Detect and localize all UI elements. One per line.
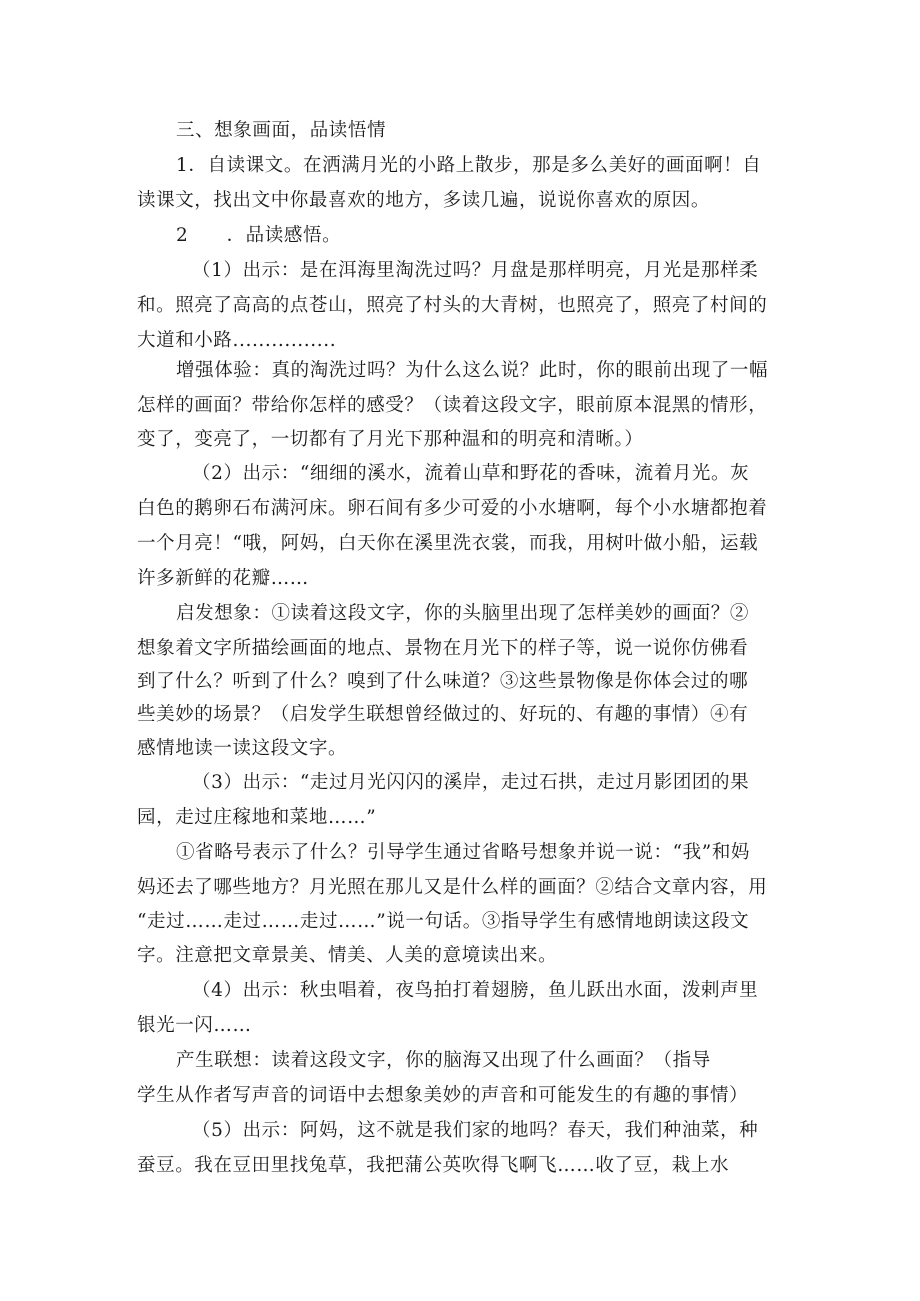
paragraph-line: 感情地读一读这段文字。 — [137, 738, 348, 759]
paragraph-line: 白色的鹅卵石布满河床。卵石间有多少可爱的小水塘啊，每个小水塘都抱着 — [137, 498, 768, 519]
paragraph-line: 园，走过庄稼地和菜地……” — [137, 807, 377, 828]
paragraph-line: （3）出示：“走过月光闪闪的溪岸，走过石拱，走过月影团团的果 — [192, 772, 750, 793]
paragraph-line: 一个月亮！“哦，阿妈，白天你在溪里洗衣裳，而我，用树叶做小船，运载 — [137, 533, 759, 554]
paragraph-line: 怎样的画面？带给你怎样的感受？（读着这段文字，眼前原本混黑的情形， — [137, 395, 768, 416]
paragraph-line: 大道和小路................ — [137, 330, 337, 351]
paragraph-line: 增强体验：真的淘洗过吗？为什么这么说？此时，你的眼前出现了一幅 — [176, 360, 769, 381]
paragraph-line: 银光一闪…… — [137, 1015, 252, 1036]
section-heading: 三、想象画面，品读悟情 — [176, 120, 387, 141]
paragraph-line: 1．自读课文。在洒满月光的小路上散步，那是多么美好的画面啊！自 — [176, 155, 762, 176]
paragraph-line: 妈还去了哪些地方？月光照在那儿又是什么样的画面？②结合文章内容，用 — [137, 877, 768, 898]
paragraph-line: （5）出示：阿妈，这不就是我们家的地吗？春天，我们种油菜，种 — [192, 1120, 759, 1141]
paragraph-line: 产生联想：读着这段文字，你的脑海又出现了什么画面？（指导 — [176, 1050, 711, 1071]
paragraph-line: （4）出示：秋虫唱着，夜鸟拍打着翅膀，鱼儿跃出水面，泼剌声里 — [192, 980, 759, 1001]
paragraph-line: 2 ．品读感悟。 — [176, 225, 342, 246]
paragraph-line: （2）出示：“细细的溪水，流着山草和野花的香味，流着月光。灰 — [192, 463, 750, 484]
paragraph-line: （1）出示：是在洱海里淘洗过吗？月盘是那样明亮，月光是那样柔 — [192, 260, 759, 281]
paragraph-line: 想象着文字所描绘画面的地点、景物在月光下的样子等，说一说你仿佛看 — [137, 638, 749, 659]
paragraph-line: “走过……走过……走过……”说一句话。③指导学生有感情地朗读这段文 — [137, 911, 750, 932]
paragraph-line: 蚕豆。我在豆田里找兔草，我把蒲公英吹得飞啊飞……收了豆，栽上水 — [137, 1155, 730, 1176]
paragraph-line: 读课文，找出文中你最喜欢的地方，多读几遍，说说你喜欢的原因。 — [137, 190, 711, 211]
paragraph-line: 字。注意把文章景美、情美、人美的意境读出来。 — [137, 945, 558, 966]
paragraph-line: 和。照亮了高高的点苍山，照亮了村头的大青树，也照亮了，照亮了村间的 — [137, 295, 768, 316]
paragraph-line: 到了什么？听到了什么？嗅到了什么味道？③这些景物像是你体会过的哪 — [137, 671, 749, 692]
paragraph-line: 启发想象：①读着这段文字，你的头脑里出现了怎样美妙的画面？② — [176, 603, 750, 624]
paragraph-line: 许多新鲜的花瓣…… — [137, 568, 309, 589]
paragraph-line: 学生从作者写声音的词语中去想象美妙的声音和可能发生的有趣的事情） — [137, 1085, 749, 1106]
paragraph-line: ①省略号表示了什么？引导学生通过省略号想象并说一说：“我”和妈 — [176, 842, 751, 863]
paragraph-line: 些美妙的场景？（启发学生联想曾经做过的、好玩的、有趣的事情）④有 — [137, 704, 749, 725]
paragraph-line: 变了，变亮了，一切都有了月光下那种温和的明亮和清晰。） — [137, 429, 644, 450]
